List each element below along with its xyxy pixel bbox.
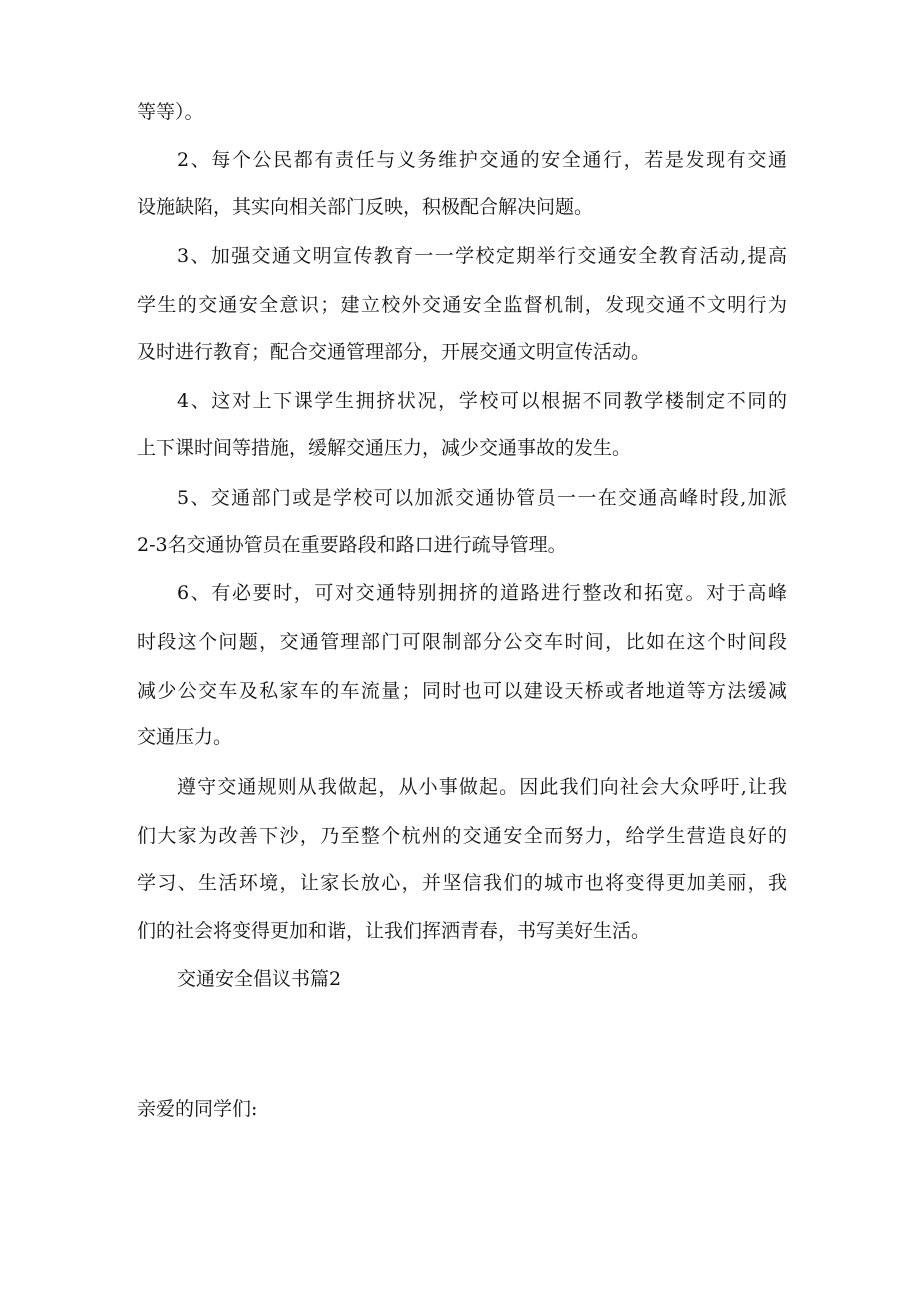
section-heading: 交通安全倡议书篇2 [177,968,342,990]
paragraph-7-line-3: 学习、生活环境，让家长放心，并坚信我们的城市也将变得更加美丽，我 [137,872,787,894]
paragraph-5-line-1: 5、交通部门或是学校可以加派交通协管员一一在交通高峰时段,加派 [177,487,787,509]
paragraph-6-line-3: 减少公交车及私家车的车流量；同时也可以建设天桥或者地道等方法缓减 [137,680,787,702]
paragraph-3-line-2: 学生的交通安全意识；建立校外交通安全监督机制，发现交通不文明行为 [137,294,787,316]
paragraph-5-line-2: 2-3名交通协管员在重要路段和路口进行疏导管理。 [137,534,567,556]
paragraph-6-line-4: 交通压力。 [137,726,233,748]
paragraph-2-line-1: 2、每个公民都有责任与义务维护交通的安全通行，若是发现有交通 [177,149,787,171]
paragraph-1-line-1: 等等）。 [137,101,204,123]
paragraph-3-line-3: 及时进行教育；配合交通管理部分，开展交通文明宣传活动。 [137,341,651,363]
paragraph-7-line-2: 们大家为改善下沙，乃至整个杭州的交通安全而努力，给学生营造良好的 [137,825,787,847]
salutation: 亲爱的同学们: [137,1098,258,1120]
paragraph-7-line-1: 遵守交通规则从我做起，从小事做起。因此我们向社会大众呼吁,让我 [177,776,787,798]
paragraph-2-line-2: 设施缺陷，其实向相关部门反映，积极配合解决问题。 [137,196,594,218]
paragraph-3-line-1: 3、加强交通文明宣传教育一一学校定期举行交通安全教育活动,提高 [177,245,787,267]
paragraph-6-line-1: 6、有必要时，可对交通特别拥挤的道路进行整改和拓宽。对于高峰 [177,582,787,604]
paragraph-4-line-1: 4、这对上下课学生拥挤状况，学校可以根据不同教学楼制定不同的 [177,390,787,412]
paragraph-6-line-2: 时段这个问题，交通管理部门可限制部分公交车时间，比如在这个时间段 [137,631,787,653]
paragraph-7-line-4: 们的社会将变得更加和谐，让我们挥洒青春，书写美好生活。 [137,920,651,942]
paragraph-4-line-2: 上下课时间等措施，缓解交通压力，减少交通事故的发生。 [137,437,632,459]
